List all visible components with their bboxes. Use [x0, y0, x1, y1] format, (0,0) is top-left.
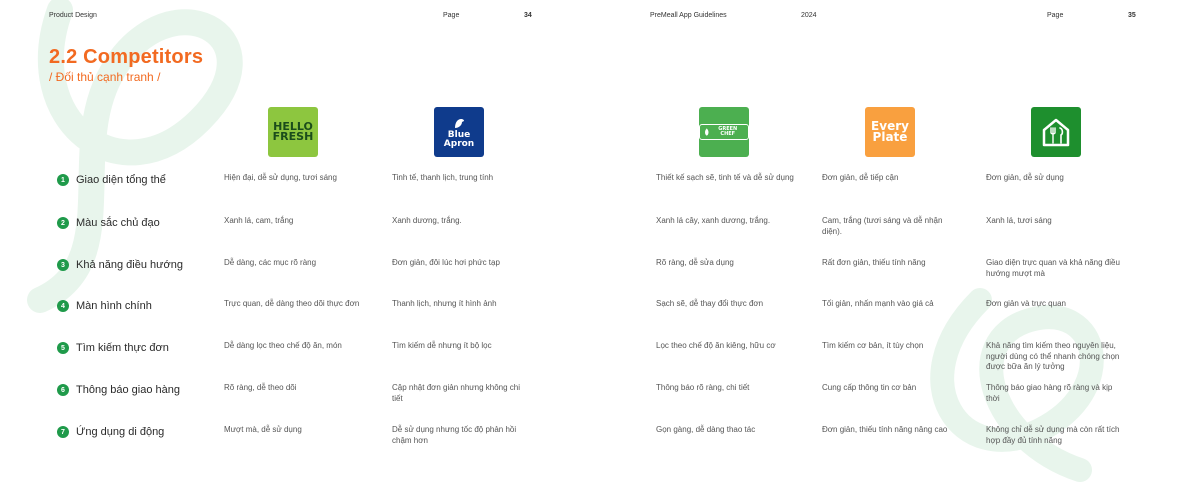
header-page-label-right: Page [1047, 12, 1064, 19]
row-label-text: Màu sắc chủ đạo [76, 217, 160, 229]
row-label [57, 342, 169, 354]
table-cell: Rõ ràng, dễ theo dõi [224, 383, 297, 392]
logo-hellofresh-text: HELLO FRESH [272, 119, 314, 143]
row-label-text: Khả năng điều hướng [76, 259, 183, 271]
table-cell: Dễ dàng, các mục rõ ràng [224, 258, 317, 267]
header-left-title: Product Design [49, 12, 97, 19]
header-page-number-left: 34 [524, 12, 532, 19]
table-cell: Đơn giản, đôi lúc hơi phức tạp [392, 258, 500, 267]
logo-blue-apron [434, 107, 484, 157]
bird-icon [452, 116, 466, 130]
table-cell: Dễ sử dụng nhưng tốc độ phản hồi chậm hơn [392, 425, 517, 445]
table-cell: Sạch sẽ, dễ thay đổi thực đơn [656, 299, 764, 308]
table-cell: Tìm kiếm cơ bản, ít tùy chọn [822, 341, 924, 350]
logo-blue-apron-text: Blue Apron [443, 129, 475, 149]
row-label [57, 426, 164, 438]
table-cell: Thông báo rõ ràng, chi tiết [656, 383, 750, 392]
table-cell: Tối giản, nhấn mạnh vào giá cả [822, 299, 934, 308]
table-cell: Đơn giản, dễ tiếp cận [822, 173, 899, 182]
row-label-text: Thông báo giao hàng [76, 384, 180, 396]
table-cell: Tinh tế, thanh lịch, trung tính [392, 173, 494, 182]
table-cell: Xanh lá, tươi sáng [986, 216, 1052, 225]
row-number-badge: 1 [57, 174, 69, 186]
table-cell: Rất đơn giản, thiếu tính năng [822, 258, 926, 267]
table-cell: Xanh lá, cam, trắng [224, 216, 294, 225]
logo-green-chef [699, 107, 749, 157]
table-cell: Thông báo giao hàng rõ ràng và kịp thời [986, 383, 1113, 403]
row-label [57, 174, 166, 186]
row-number-badge: 3 [57, 259, 69, 271]
row-label-text: Giao diện tổng thể [76, 174, 166, 186]
section-subtitle: / Đối thủ cạnh tranh / [49, 70, 161, 84]
table-cell: Thiết kế sạch sẽ, tinh tế và dễ sử dụng [656, 173, 794, 182]
table-cell: Rõ ràng, dễ sửa dụng [656, 258, 734, 267]
table-cell: Khả năng tìm kiếm theo nguyên liệu, người dùng có thể nhanh chóng chọn được bữa ăn lý tưởng [986, 341, 1120, 371]
row-number-badge: 4 [57, 300, 69, 312]
table-cell: Xanh lá cây, xanh dương, trắng. [656, 216, 771, 225]
table-cell: Trực quan, dễ dàng theo dõi thực đơn [224, 299, 360, 308]
table-cell: Đơn giản và trực quan [986, 299, 1066, 308]
row-label [57, 384, 180, 396]
logo-fifth-competitor [1031, 107, 1081, 157]
logo-hellofresh [268, 107, 318, 157]
header-page-label-left: Page [443, 12, 460, 19]
row-number-badge: 2 [57, 217, 69, 229]
row-label [57, 300, 152, 312]
table-cell: Đơn giản, dễ sử dụng [986, 173, 1064, 182]
table-cell: Cập nhật đơn giản nhưng không chi tiết [392, 383, 521, 403]
row-label [57, 259, 183, 271]
row-label [57, 217, 160, 229]
table-cell: Giao diện trực quan và khả năng điều hướng mượt mà [986, 258, 1120, 278]
table-cell: Thanh lịch, nhưng ít hình ảnh [392, 299, 497, 308]
header-doc-title: PreMeall App Guidelines [650, 12, 727, 19]
table-cell: Xanh dương, trắng. [392, 216, 462, 225]
row-number-badge: 5 [57, 342, 69, 354]
table-cell: Mượt mà, dễ sử dụng [224, 425, 302, 434]
header-page-number-right: 35 [1128, 12, 1136, 19]
table-cell: Đơn giản, thiếu tính năng nâng cao [822, 425, 948, 434]
table-cell: Cung cấp thông tin cơ bản [822, 383, 917, 392]
table-cell: Không chỉ dễ sử dụng mà còn rất tích hợp đầy đủ tính năng [986, 425, 1120, 445]
table-cell: Cam, trắng (tươi sáng và dễ nhận diện). [822, 216, 943, 236]
row-label-text: Màn hình chính [76, 300, 152, 312]
table-cell: Gọn gàng, dễ dàng thao tác [656, 425, 756, 434]
table-cell: Hiện đại, dễ sử dụng, tươi sáng [224, 173, 337, 182]
row-number-badge: 6 [57, 384, 69, 396]
row-number-badge: 7 [57, 426, 69, 438]
row-label-text: Tìm kiếm thực đơn [76, 342, 169, 354]
section-title: 2.2 Competitors [49, 46, 204, 68]
logo-green-chef-text: GREEN CHEF [718, 126, 738, 137]
table-cell: Tìm kiếm dễ nhưng ít bộ lọc [392, 341, 492, 350]
fork-knife-house-icon [1040, 116, 1072, 148]
header-year: 2024 [801, 12, 817, 19]
table-cell: Lọc theo chế độ ăn kiêng, hữu cơ [656, 341, 776, 350]
table-cell: Dễ dàng lọc theo chế độ ăn, món [224, 341, 342, 350]
logo-everyplate-text: Every Plate [871, 118, 909, 144]
leaf-icon [704, 128, 710, 136]
logo-everyplate [865, 107, 915, 157]
row-label-text: Ứng dụng di động [76, 426, 165, 438]
